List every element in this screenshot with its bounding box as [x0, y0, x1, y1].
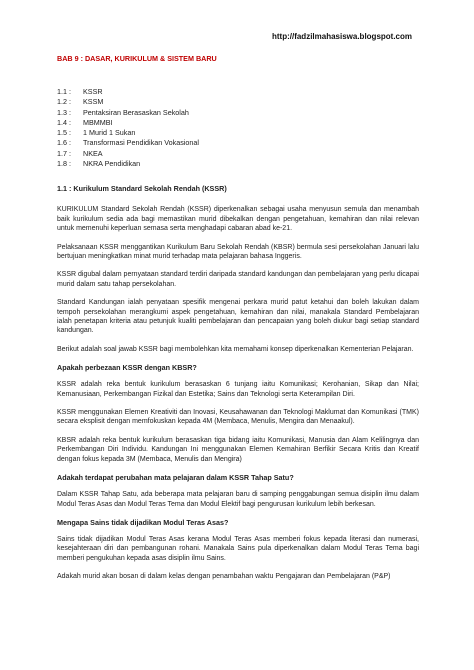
toc-item	[57, 118, 419, 128]
toc-number: 1.8 :	[57, 159, 71, 169]
paragraph: Adakah murid akan bosan di dalam kelas dengan penambahan waktu Pengajaran dan Pembelajaran (P&P)	[57, 573, 391, 581]
question-heading: Mengapa Sains tidak dijadikan Modul Teras Asas?	[57, 517, 229, 527]
paragraph: Standard Kandungan ialah penyataan spesifik mengenai perkara murid patut ketahui dan boleh lakukan dalam tempoh persekolahan merangkumi aspek pengetahuan, kemahiran dan nilai, manakala Standard Pembelajaran ialah penetapan kriteria atau petunjuk kualiti pembelajaran dan pencapaian yang boleh diukur bagi setiap standard kandungan.	[57, 299, 419, 335]
paragraph: KSSR menggunakan Elemen Kreativiti dan Inovasi, Keusahawanan dan Teknologi Maklumat dan Komunikasi (TMK) secara eksplisit dengan memfokuskan kepada 4M (Membaca, Menulis, Mengira dan Menaakul).	[57, 409, 419, 426]
toc-list	[57, 87, 419, 169]
toc-item	[57, 138, 419, 148]
toc-label: MBMMBI	[83, 117, 113, 127]
toc-label: Pentaksiran Berasaskan Sekolah	[83, 107, 189, 117]
toc-label: 1 Murid 1 Sukan	[83, 128, 136, 138]
toc-item	[57, 159, 419, 169]
paragraph: KSSR digubal dalam pernyataan standard terdiri daripada standard kandungan dan pembelajaran yang perlu dicapai murid dalam satu tahap persekolahan.	[57, 271, 419, 288]
toc-number: 1.2 :	[57, 97, 71, 107]
toc-number: 1.5 :	[57, 128, 71, 138]
toc-item	[57, 108, 419, 118]
section-title: 1.1 : Kurikulum Standard Sekolah Rendah (KSSR)	[57, 184, 227, 194]
header-url[interactable]: http://fadzilmahasiswa.blogspot.com	[271, 32, 412, 41]
question-heading: Adakah terdapat perubahan mata pelajaran dalam KSSR Tahap Satu?	[57, 473, 294, 483]
toc-number: 1.7 :	[57, 148, 71, 158]
paragraph: Pelaksanaan KSSR menggantikan Kurikulum Baru Sekolah Rendah (KBSR) bermula sesi persekolahan Januari lalu bertujuan meningkatkan minat murid terhadap mata pelajaran bahasa Inggeris.	[57, 243, 419, 260]
paragraph: KURIKULUM Standard Sekolah Rendah (KSSR) diperkenalkan sebagai usaha menyusun semula dan menambah baik kurikulum sedia ada bagi memastikan murid dibekalkan dengan pengetahuan, kemahiran dan nilai relevan untuk memenuhi keperluan semasa serta menghadapi cabaran abad ke-21.	[57, 206, 419, 233]
toc-number: 1.3 :	[57, 107, 71, 117]
paragraph: Dalam KSSR Tahap Satu, ada beberapa mata pelajaran baru di samping penggabungan semua disiplin ilmu dalam Modul Teras Asas dan Modul Teras Tema dan Modul Elektif bagi pengurusan kurikulum lebih berkesan.	[57, 491, 419, 508]
toc-label: Transformasi Pendidikan Vokasional	[83, 138, 199, 148]
toc-label: NKRA Pendidikan	[83, 159, 141, 169]
paragraph: KSSR adalah reka bentuk kurikulum berasaskan 6 tunjang iaitu Komunikasi; Kerohanian, Sikap dan Nilai; Kemanusiaan, Perkembangan Fizikal dan Estetika; Sains dan Teknologi serta Keterampilan Diri.	[57, 381, 419, 398]
toc-item	[57, 149, 419, 159]
toc-number: 1.1 :	[57, 87, 71, 96]
toc-item	[57, 87, 419, 97]
toc-label: KSSR	[83, 87, 103, 96]
toc-label: KSSM	[83, 97, 104, 107]
question-heading: Apakah perbezaan KSSR dengan KBSR?	[57, 363, 197, 373]
chapter-title: BAB 9 : DASAR, KURIKULUM & SISTEM BARU	[57, 54, 217, 63]
toc-item	[57, 128, 419, 138]
toc-item	[57, 97, 419, 107]
toc-number: 1.4 :	[57, 117, 71, 127]
toc-label: NKEA	[83, 148, 103, 158]
paragraph: Sains tidak dijadikan Modul Teras Asas kerana Modul Teras Asas memberi fokus kepada literasi dan numerasi, kesejahteraan diri dan pembangunan rohani. Manakala Sains pula diperkenalkan dalam Modul Teras Tema bagi memberi pengukuhan kepada asas disiplin ilmu Sains.	[57, 535, 419, 562]
document-body	[57, 54, 419, 591]
paragraph: KBSR adalah reka bentuk kurikulum berasaskan tiga bidang iaitu Komunikasi, Manusia dan Alam Kelilingnya dan Perkembangan Diri Individu. Kandungan Ini menggunakan Elemen Kemahiran Berfikir Secara Kritis dan Kreatif dengan fokus kepada 3M (Membaca, Menulis dan Mengira)	[57, 436, 419, 463]
toc-number: 1.6 :	[57, 138, 71, 148]
paragraph: Berikut adalah soal jawab KSSR bagi membolehkan kita memahami konsep diperkenalkan Kementerian Pelajaran.	[57, 345, 414, 353]
